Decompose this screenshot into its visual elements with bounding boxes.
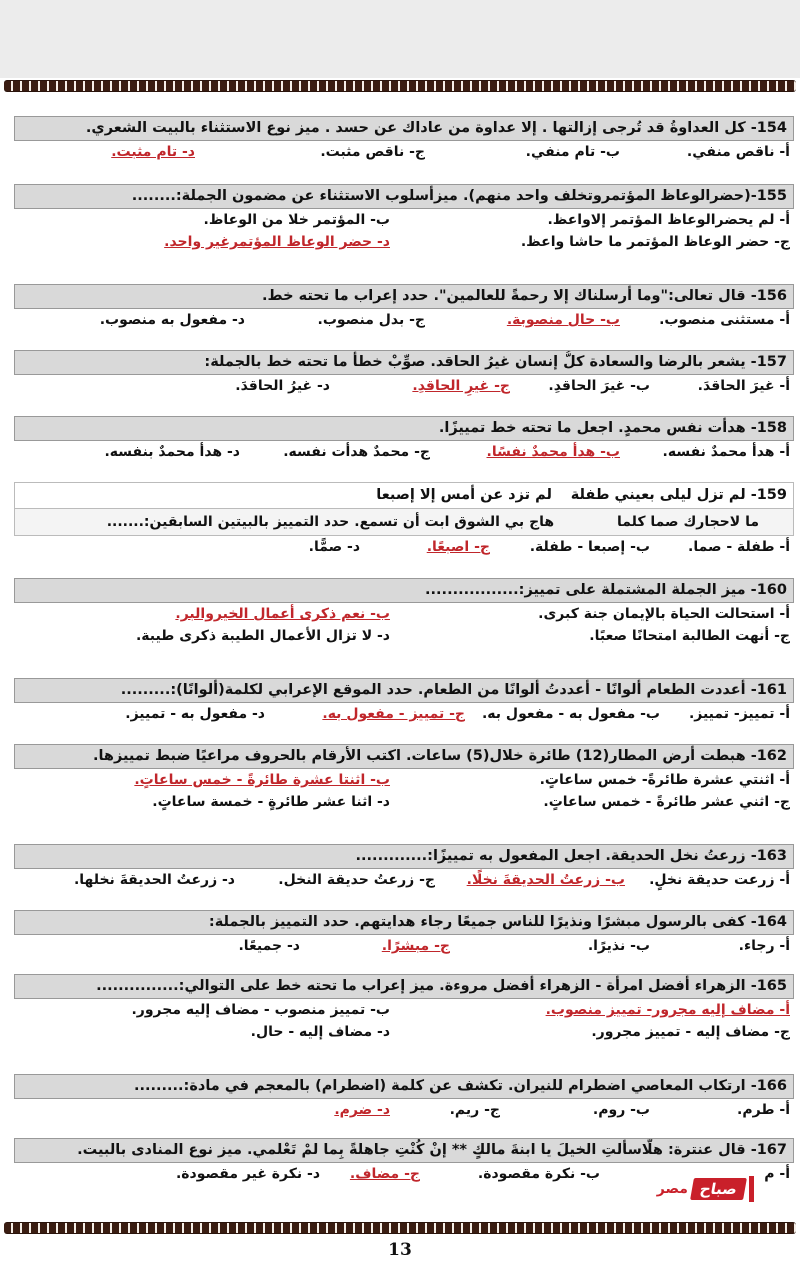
option-c: ج- بدل منصوب. xyxy=(317,312,425,328)
option-c-answer: ج- مبشرًا. xyxy=(381,938,450,954)
question-161-header: 161- أعددت الطعام ألوانًا - أعددتُ ألوانًا من الطعام. حدد الموقع الإعرابي لكلمة(ألوانًا):......... xyxy=(14,678,794,703)
question-159 xyxy=(14,482,794,558)
option-b: ب- إصبعا - طفلة. xyxy=(529,539,650,555)
option-b: ب- غيرَ الحاقدِ. xyxy=(548,378,650,394)
option-d-answer: د- تام مثبت. xyxy=(111,144,195,160)
option-a: أ- استحالت الحياة بالإيمان جنة كبرى. xyxy=(538,606,790,622)
option-d: د- نكرة غير مقصودة. xyxy=(175,1166,320,1182)
question-160-header: 160- ميز الجملة المشتملة على تمييز:................. xyxy=(14,578,794,603)
question-166-header: 166- ارتكاب المعاصي اضطرام للنيران. تكشف عن كلمة (اضطرام) بالمعجم في مادة:......... xyxy=(14,1074,794,1099)
question-155-row1 xyxy=(14,209,794,231)
option-b: ب- تمييز منصوب - مضاف إليه مجرور. xyxy=(131,1002,390,1018)
question-157 xyxy=(14,350,794,397)
watermark-logo xyxy=(608,1172,754,1206)
question-163 xyxy=(14,844,794,891)
top-margin xyxy=(0,0,800,78)
question-159-verse2: ما لاحجارك صما كلما هاج بي الشوق ابت أن تسمع. حدد التمييز بالبيتين السابقين:....... xyxy=(14,509,794,536)
watermark-brand-text: مصر xyxy=(656,1181,688,1197)
option-a: أ- طفلة - صما. xyxy=(688,539,790,555)
question-155-header: 155-(حضرالوعاظ المؤتمروتخلف واحد منهم). ميزأسلوب الاستثناء عن مضمون الجملة:........ xyxy=(14,184,794,209)
option-d: د- اثنا عشر طائرةٍ - خمسة ساعاتٍ. xyxy=(152,794,390,810)
question-159-options xyxy=(14,536,794,558)
option-c: ج- ناقص مثبت. xyxy=(320,144,425,160)
question-165-row1 xyxy=(14,999,794,1021)
option-b: ب- المؤتمر خلا من الوعاظ. xyxy=(203,212,390,228)
option-c: ج- زرعتُ حديقة النخل. xyxy=(278,872,435,888)
question-158-options xyxy=(14,441,794,463)
option-c-answer: ج- غيرِ الحاقدِ. xyxy=(412,378,510,394)
option-a: أ- طرم. xyxy=(737,1102,790,1118)
option-c: ج- ريم. xyxy=(449,1102,500,1118)
question-166-options xyxy=(14,1099,794,1121)
question-160-row2 xyxy=(14,625,794,647)
top-border xyxy=(4,80,796,92)
option-b: ب- تام منفي. xyxy=(525,144,620,160)
option-c-answer: ج- اصبعًا. xyxy=(426,539,490,555)
question-165-row2 xyxy=(14,1021,794,1043)
option-b: ب- روم. xyxy=(592,1102,650,1118)
option-c: ج- اثني عشر طائرةً - خمس ساعاتٍ. xyxy=(543,794,790,810)
option-d: د- زرعتُ الحديقةَ نخلها. xyxy=(73,872,235,888)
option-b: ب- نذيرًا. xyxy=(587,938,650,954)
option-a: أ- اثنتي عشرة طائرةً- خمس ساعاتٍ. xyxy=(539,772,790,788)
option-a-answer: أ- مضاف إليه مجرور- تمييز منصوب. xyxy=(545,1002,790,1018)
option-d: د- صمًّا. xyxy=(308,539,360,555)
option-d: د- مضاف إليه - حال. xyxy=(250,1024,390,1040)
option-a: أ- تمييز- تمييز. xyxy=(688,706,790,722)
question-156 xyxy=(14,284,794,331)
question-164 xyxy=(14,910,794,957)
option-c: ج- محمدٌ هدأت نفسه. xyxy=(283,444,430,460)
option-b: ب- مفعول به - مفعول به. xyxy=(481,706,660,722)
page-number: 13 xyxy=(388,1240,412,1260)
question-158-header: 158- هدأت نفس محمدٍ. اجعل ما تحته خط تمييزًا. xyxy=(14,416,794,441)
question-164-header: 164- كفى بالرسول مبشرًا ونذيرًا للناس جميعًا رجاء هدايتهم. حدد التمييز بالجملة: xyxy=(14,910,794,935)
exam-sheet xyxy=(4,96,796,1216)
option-d: د- جميعًا. xyxy=(238,938,300,954)
option-b-answer: ب- زرعتُ الحديقةَ نخلًا. xyxy=(466,872,625,888)
option-a: أ- رجاء. xyxy=(738,938,790,954)
option-a: أ- م xyxy=(764,1166,790,1182)
option-d: د- مفعول به - تمييز. xyxy=(125,706,265,722)
watermark-bar xyxy=(749,1176,754,1202)
question-156-options xyxy=(14,309,794,331)
option-d: د- هدأ محمدٌ بنفسه. xyxy=(104,444,240,460)
option-a: أ- لم يحضرالوعاظ المؤتمر إلاواعظ. xyxy=(547,212,790,228)
option-b-answer: ب- نعم ذكرى أعمال الخيروالبر. xyxy=(175,606,390,622)
question-166 xyxy=(14,1074,794,1121)
question-158 xyxy=(14,416,794,463)
question-155 xyxy=(14,184,794,253)
option-b-answer: ب- اثنتا عشرة طائرةً - خمس ساعاتٍ. xyxy=(134,772,390,788)
option-d: د- غيرُ الحاقدَ. xyxy=(235,378,330,394)
option-b-answer: ب- حال منصوبة. xyxy=(506,312,620,328)
option-a: أ- هدأ محمدٌ نفسه. xyxy=(662,444,790,460)
question-162-row1 xyxy=(14,769,794,791)
option-d-answer: د- ضرم. xyxy=(334,1102,390,1118)
question-165 xyxy=(14,974,794,1043)
question-167-header: 167- قال عنترة: هلَّاسألتِ الخيلَ يا ابنةَ مالكٍ ** إنْ كُنْتِ جاهلةً بِما لمْ تَعْلمي. ميز نوع المنادى بالبيت. xyxy=(14,1138,794,1163)
question-165-header: 165- الزهراء أفضل امرأة - الزهراء أفضل مروءة. ميز إعراب ما تحته خط على التوالي:............... xyxy=(14,974,794,999)
question-157-options xyxy=(14,375,794,397)
question-161 xyxy=(14,678,794,725)
question-161-options xyxy=(14,703,794,725)
option-d: د- لا تزال الأعمال الطيبة ذكرى طيبة. xyxy=(135,628,390,644)
option-d-answer: د- حضر الوعاظ المؤتمرغير واحد. xyxy=(164,234,390,250)
option-c: ج- أنهت الطالبة امتحانًا صعبًا. xyxy=(589,628,790,644)
option-b: ب- نكرة مقصودة. xyxy=(477,1166,600,1182)
question-154 xyxy=(14,116,794,163)
question-159-verse1: 159- لم تزل ليلى بعيني طفلة لم تزد عن أمس إلا إصبعا xyxy=(14,482,794,509)
watermark-brand-box: صباح xyxy=(690,1178,747,1200)
option-d: د- مفعول به منصوب. xyxy=(99,312,245,328)
option-c: ج- حضر الوعاظ المؤتمر ما حاشا واعظ. xyxy=(520,234,790,250)
question-157-header: 157- يشعر بالرضا والسعادة كلُّ إنسان غيرُ الحاقد. صوِّبْ خطأً ما تحته خط بالجملة: xyxy=(14,350,794,375)
question-156-header: 156- قال تعالى:"وما أرسلناك إلا رحمةً للعالمين". حدد إعراب ما تحته خط. xyxy=(14,284,794,309)
question-162-header: 162- هبطت أرض المطار(12) طائرة خلال(5) ساعات. اكتب الأرقام بالحروف مراعيًا ضبط تمييزها. xyxy=(14,744,794,769)
question-160-row1 xyxy=(14,603,794,625)
option-c-answer: ج- تمييز - مفعول به. xyxy=(322,706,465,722)
option-c: ج- مضاف إليه - تمييز مجرور. xyxy=(591,1024,790,1040)
question-162-row2 xyxy=(14,791,794,813)
option-a: أ- غيرَ الحاقدَ. xyxy=(697,378,790,394)
question-160 xyxy=(14,578,794,647)
bottom-border xyxy=(4,1222,796,1234)
question-155-row2 xyxy=(14,231,794,253)
option-a: أ- زرعت حديقة نخلٍ. xyxy=(649,872,790,888)
option-c-answer: ج- مضاف. xyxy=(349,1166,420,1182)
question-163-header: 163- زرعتُ نخل الحديقة. اجعل المفعول به تمييزًا:............. xyxy=(14,844,794,869)
option-a: أ- مستثنى منصوب. xyxy=(659,312,790,328)
question-154-header: 154- كل العداوةُ قد تُرجى إزالتها . إلا عداوة من عاداك عن حسد . ميز نوع الاستثناء بالبيت الشعري. xyxy=(14,116,794,141)
question-163-options xyxy=(14,869,794,891)
question-162 xyxy=(14,744,794,813)
question-164-options xyxy=(14,935,794,957)
option-a: أ- ناقص منفي. xyxy=(686,144,790,160)
question-154-options xyxy=(14,141,794,163)
option-b-answer: ب- هدأ محمدٌ نفسًا. xyxy=(486,444,620,460)
